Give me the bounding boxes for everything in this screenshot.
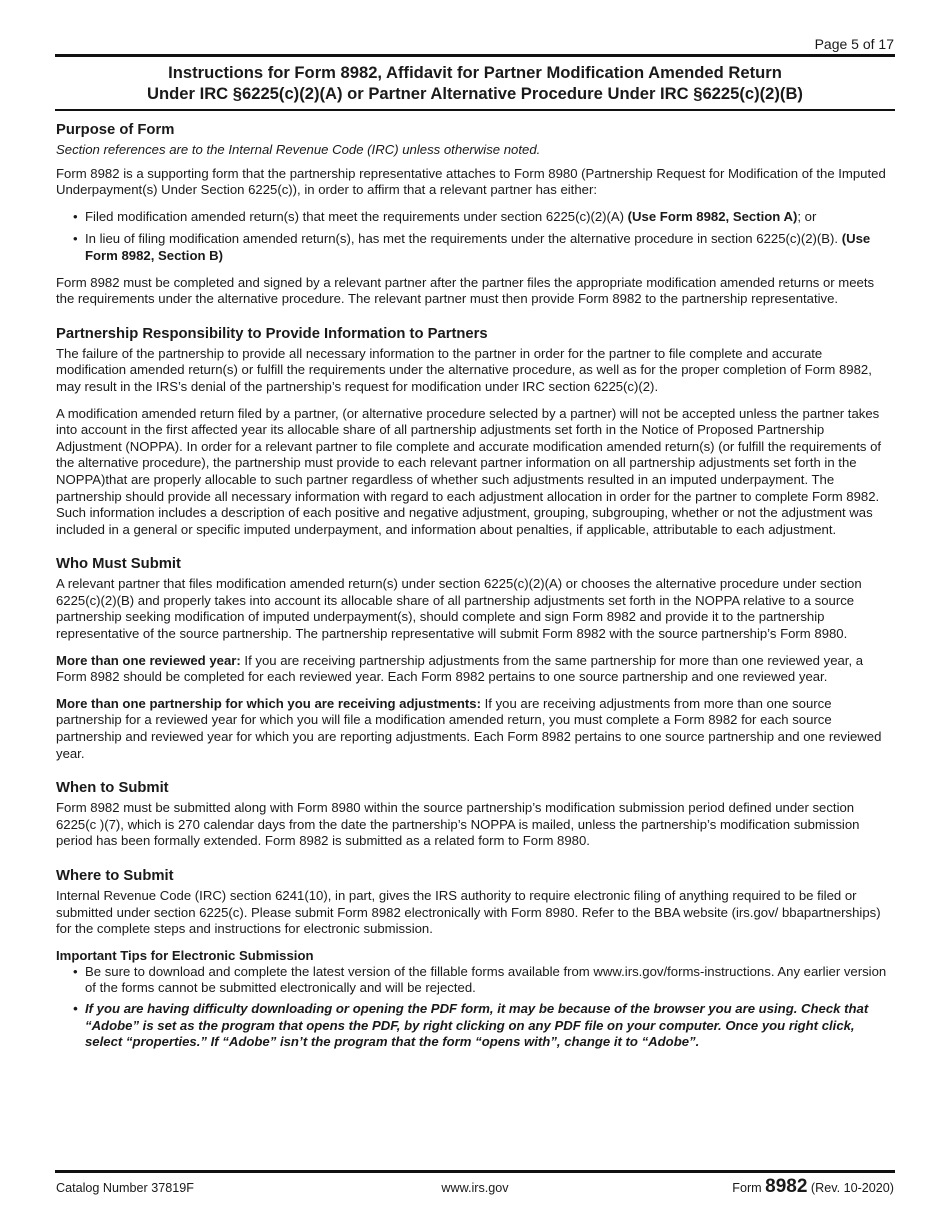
who-p3-text: If you are receiving adjustments from more than one source partnership for a reviewed year for which you will file a modification amended return, you must complete a Form 8982 for each source partnership and reviewed year for which you are reporting adjustments. Each Form 8982 pertains to one source partnership and one reviewed year. — [56, 695, 882, 761]
footer-rule — [55, 1170, 895, 1173]
list-item: • If you are having difficulty downloading or opening the PDF form, it may be because of the browser you are using. Check that “Adobe” is set as the program that opens the PDF, by right clicking on any PDF file on your computer. Once you right click, select “properties.” If “Adobe” isn’t the program that the form “opens with”, change it to “Adobe”. — [85, 1001, 890, 1051]
header-bottom-rule — [55, 109, 895, 111]
when-section — [56, 779, 890, 850]
who-paragraph-2 — [56, 653, 890, 686]
website-link: www.irs.gov — [441, 1181, 509, 1195]
when-paragraph-1: Form 8982 must be submitted along with Form 8980 within the source partnership’s modification submission period defined under section 6225(c )(7), which is 270 calendar days from the date the partnership’s NOPPA is mailed, unless the partnership’s modification submission period has been formally extended. Form 8982 is submitted as a related form to Form 8980. — [56, 800, 860, 849]
purpose-list — [56, 209, 890, 265]
page-title — [55, 63, 895, 104]
bullet-2-bold: (Use Form 8982, Section B) — [85, 231, 871, 263]
responsibility-heading: Partnership Responsibility to Provide Information to Partners — [56, 325, 488, 342]
purpose-paragraph-2: Form 8982 must be completed and signed by a relevant partner after the partner files the appropriate modification amended returns or meets the requirements under the alternative procedure. The relevant partner must then provide Form 8982 to the partnership representative. — [56, 274, 875, 307]
who-paragraph-1: A relevant partner that files modification amended return(s) under section 6225(c)(2)(A) or chooses the alternative procedure under section 6225(c)(2)(B) and properly takes into account its allocable share of all partnership adjustments set forth in the NOPPA relative to a source partnership seeking modification of imputed underpayment(s), should complete and sign Form 8982 and provide it to the partnership representative of the source partnership. The partnership representative will submit Form 8982 with the source partnership’s Form 8980. — [56, 576, 862, 642]
bullet-1-text: Filed modification amended return(s) that meet the requirements under section 6225(c)(2)(A) — [85, 208, 628, 224]
tips-heading: Important Tips for Electronic Submission — [56, 947, 314, 963]
list-item — [85, 209, 890, 226]
bullet-1-tail: ; or — [797, 208, 817, 224]
who-p2-bold: More than one reviewed year: — [56, 652, 241, 668]
where-section — [56, 867, 890, 1051]
who-paragraph-3 — [56, 696, 890, 762]
title-line-1: Instructions for Form 8982, Affidavit for Partner Modification Amended Return — [168, 63, 782, 82]
form-number: 8982 — [765, 1176, 808, 1197]
who-section — [56, 555, 890, 762]
when-heading: When to Submit — [56, 780, 169, 797]
list-item: • Be sure to download and complete the latest version of the fillable forms available from www.irs.gov/forms-instructions. Any earlier version of the forms cannot be submitted electronically and will be rejected. — [85, 964, 890, 997]
purpose-section — [56, 121, 890, 308]
bullet-2-text: In lieu of filing modification amended return(s), has met the requirements under the alternative procedure in section 6225(c)(2)(B). — [85, 231, 842, 247]
page-number: Page 5 of 17 — [814, 36, 894, 52]
bullet-1-bold: (Use Form 8982, Section A) — [627, 208, 798, 224]
tips-list — [56, 964, 890, 1051]
responsibility-paragraph-2: A modification amended return filed by a partner, (or alternative procedure selected by a partner) will not be accepted unless the partner takes into account in the first affected year its allocable share of all partnership adjustments set forth in the Notice of Proposed Partnership Adjustment (NOPPA). In order for a relevant partner to file complete and accurate modification amended return(s) (or fulfill the requirements of the alternative procedure), the partnership must provide to each relevant partner information on all partnership adjustments set forth in the NOPPA)that are properly allocable to such partner regardless of whether such adjustments resulted in an imputed underpayment. The partnership should provide all necessary information with regard to each adjustment allocation in order for the partner to complete Form 8982. Such information includes a description of each positive and negative adjustment, grouping, subgrouping, whether or not the adjustment was included in a general or specific imputed underpayment, and information about penalties, if applicable, attributable to each adjustment. — [56, 405, 882, 537]
responsibility-section — [56, 325, 890, 539]
purpose-paragraph-1: Form 8982 is a supporting form that the partnership representative attaches to Form 8980 (Partnership Request for Modification of the Imputed Underpayment(s) Under Section 6225(c)), in order to affirm that a relevant partner has either: — [56, 165, 886, 198]
header-top-rule — [55, 54, 895, 57]
responsibility-paragraph-1: The failure of the partnership to provide all necessary information to the partner in order for the partner to file complete and accurate modification amended return(s) or fulfill the requirements under the alternative procedure, as well as for the proper completion of Form 8982, may result in the IRS’s denial of the partnership’s request for modification under IRC section 6225(c)(2). — [56, 345, 872, 394]
where-heading: Where to Submit — [56, 868, 174, 884]
who-p2-text: If you are receiving partnership adjustments from the same partnership for more than one reviewed year, a Form 8982 should be completed for each reviewed year. Each Form 8982 pertains to one source partnership and one reviewed year. — [56, 652, 864, 685]
who-heading: Who Must Submit — [56, 556, 181, 573]
catalog-number: Catalog Number 37819F — [56, 1181, 194, 1195]
form-label: Form — [732, 1181, 762, 1195]
list-item — [85, 231, 890, 264]
purpose-note: Section references are to the Internal Revenue Code (IRC) unless otherwise noted. — [56, 142, 541, 157]
revision-date: (Rev. 10-2020) — [810, 1181, 894, 1195]
title-line-2: Under IRC §6225(c)(2)(A) or Partner Alternative Procedure Under IRC §6225(c)(2)(B) — [147, 83, 803, 103]
who-p3-bold: More than one partnership for which you are receiving adjustments: — [56, 695, 481, 711]
form-revision — [732, 1176, 894, 1198]
where-paragraph-1: Internal Revenue Code (IRC) section 6241(10), in part, gives the IRS authority to require electronic filing of anything required to be filed or submitted under section 6225(c). Please submit Form 8982 electronically with Form 8980. Refer to the BBA website (irs.gov/ bbapartnerships) for the complete steps and instructions for electronic submission. — [56, 888, 881, 937]
main-content — [56, 121, 890, 1061]
purpose-heading: Purpose of Form — [56, 122, 175, 138]
